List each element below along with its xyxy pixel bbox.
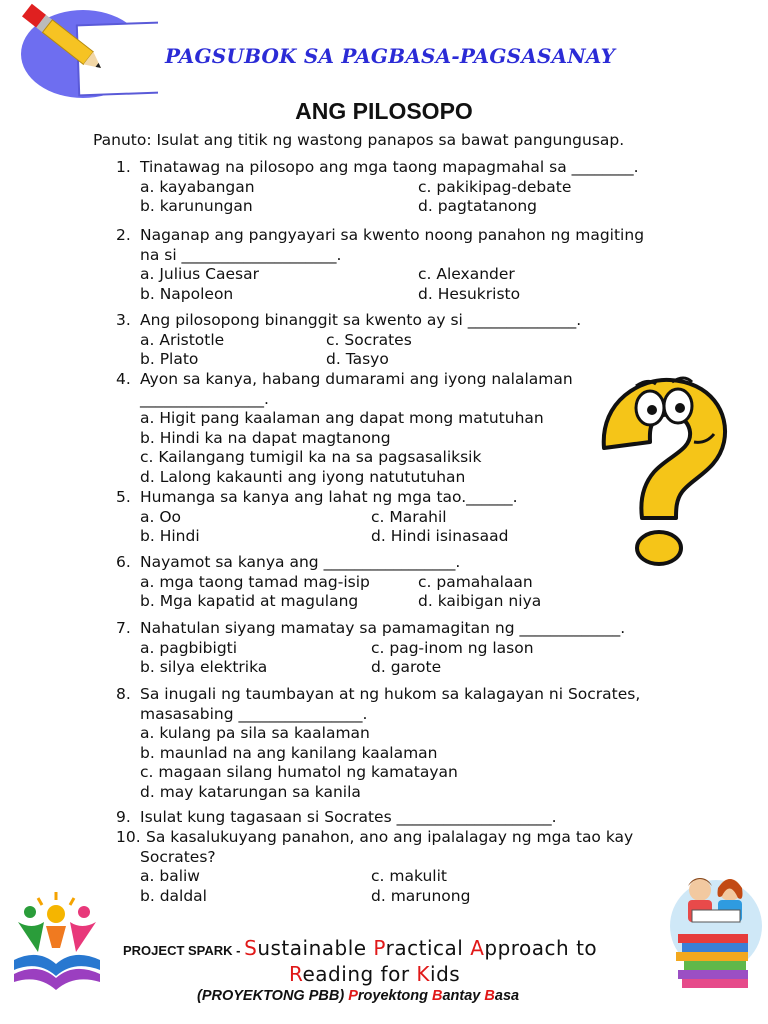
answer-option: d. may katarungan sa kanila xyxy=(140,782,361,801)
answer-option: a. kayabangan xyxy=(140,177,255,196)
answer-option: c. Marahil xyxy=(371,507,447,526)
header-title: PAGSUBOK SA PAGBASA-PAGSASANAY xyxy=(165,44,616,68)
question-text: na si ____________________. xyxy=(140,245,342,264)
answer-option: d. marunong xyxy=(371,886,471,905)
instructions: Panuto: Isulat ang titik ng wastong panapos sa bawat pangungusap. xyxy=(93,131,625,149)
question-number: 7. xyxy=(116,619,131,637)
answer-option: d. kaibigan niya xyxy=(418,592,542,610)
question-text: Tinatawag na pilosopo ang mga taong mapagmahal sa ________. xyxy=(140,158,639,176)
answer-option: d. Tasyo xyxy=(326,350,389,368)
answer-option: b. Hindi ka na dapat magtanong xyxy=(140,428,391,447)
question-text: Isulat kung tagasaan si Socrates ____________________. xyxy=(140,808,557,826)
answer-option: c. pamahalaan xyxy=(418,572,533,591)
answer-option: c. Kailangang tumigil ka na sa pagsasaliksik xyxy=(140,448,482,466)
answer-option: c. Alexander xyxy=(418,265,515,283)
answer-option: b. Napoleon xyxy=(140,284,234,303)
question-number: 6. xyxy=(116,553,131,571)
answer-option: c. makulit xyxy=(371,867,447,885)
footer-word-rest: royektong xyxy=(357,988,432,1004)
question-text: Nahatulan siyang mamatay sa pamamagitan ng _____________. xyxy=(140,619,626,637)
footer-pbb-line xyxy=(197,988,519,1004)
answer-option: d. Hesukristo xyxy=(418,284,521,303)
footer-project-label: PROJECT SPARK - xyxy=(123,943,245,958)
answer-option: a. baliw xyxy=(140,867,200,885)
footer-capital-letter: K xyxy=(416,962,431,986)
footer-word-rest: asa xyxy=(494,988,520,1004)
footer-capital-letter: S xyxy=(244,936,258,960)
footer-pbb-words xyxy=(348,988,519,1004)
answer-option: d. Lalong kakaunti ang iyong natututuhan xyxy=(140,467,466,486)
footer-capital-letter: R xyxy=(289,962,303,986)
answer-option: c. magaan silang humatol ng kamatayan xyxy=(140,763,458,781)
question-number: 4. xyxy=(116,370,131,388)
question-text: Sa inugali ng taumbayan at ng hukom sa kalagayan ni Socrates, xyxy=(140,685,641,703)
answer-option: c. Socrates xyxy=(326,330,412,349)
answer-option: a. Higit pang kaalaman ang dapat mong matutuhan xyxy=(140,409,544,427)
footer-word-rest: ids xyxy=(430,962,461,986)
footer-capital-letter: B xyxy=(484,988,495,1004)
footer-word-rest: ustainable xyxy=(257,936,374,960)
answer-option: a. kulang pa sila sa kaalaman xyxy=(140,724,370,742)
question-number: 1. xyxy=(116,158,131,176)
answer-option: b. maunlad na ang kanilang kaalaman xyxy=(140,743,438,762)
footer-capital-letter: B xyxy=(432,988,443,1004)
question-text: Nayamot sa kanya ang _________________. xyxy=(140,553,461,571)
question-text: Humanga sa kanya ang lahat ng mga tao.______. xyxy=(140,488,518,506)
footer-acronym-line2 xyxy=(289,962,460,986)
question-text: Sa kasalukuyang panahon, ano ang ipalalagay ng mga tao kay xyxy=(146,828,634,846)
answer-option: b. Hindi xyxy=(140,527,200,545)
answer-option: b. Plato xyxy=(140,350,199,368)
question-number: 9. xyxy=(116,808,131,826)
answer-option: d. Hindi isinasaad xyxy=(371,527,509,545)
footer-capital-letter: A xyxy=(470,936,485,960)
reading-logo-icon xyxy=(8,890,108,1000)
answer-option: c. pag-inom ng lason xyxy=(371,638,534,657)
page-title: ANG PILOSOPO xyxy=(295,98,473,124)
answer-option: b. karunungan xyxy=(140,197,253,215)
question-number: 8. xyxy=(116,685,131,703)
answer-option: a. mga taong tamad mag-isip xyxy=(140,572,370,591)
answer-option: a. Julius Caesar xyxy=(140,265,259,283)
footer-capital-letter: P xyxy=(373,936,386,960)
answer-option: d. pagtatanong xyxy=(418,197,537,215)
question-text: masasabing ________________. xyxy=(140,704,368,723)
question-number: 3. xyxy=(116,311,131,329)
kids-reading-books-icon xyxy=(668,868,764,996)
question-text: Ang pilosopong binanggit sa kwento ay si ______________. xyxy=(140,311,582,329)
answer-option: a. Oo xyxy=(140,507,182,526)
answer-option: d. garote xyxy=(371,658,442,676)
answer-option: b. daldal xyxy=(140,886,207,905)
question-number: 10. xyxy=(116,828,141,846)
question-text: Socrates? xyxy=(140,847,216,866)
answer-option: a. pagbibigti xyxy=(140,638,238,657)
footer-project-line xyxy=(123,936,597,960)
answer-option: b. Mga kapatid at magulang xyxy=(140,592,359,610)
footer-word-rest: ractical xyxy=(385,936,471,960)
footer-word-rest: pproach to xyxy=(484,936,598,960)
question-text: Naganap ang pangyayari sa kwento noong panahon ng magiting xyxy=(140,226,645,244)
question-number: 5. xyxy=(116,488,131,506)
question-mark-mascot-icon xyxy=(592,370,732,570)
answer-option: c. pakikipag-debate xyxy=(418,177,572,196)
answer-option: b. silya elektrika xyxy=(140,658,268,676)
footer-capital-letter: P xyxy=(348,988,358,1004)
answer-option: a. Aristotle xyxy=(140,330,225,349)
question-text: Ayon sa kanya, habang dumarami ang iyong nalalaman xyxy=(140,370,573,388)
footer-acronym-line1 xyxy=(244,936,597,960)
question-number: 2. xyxy=(116,226,131,244)
footer-pbb-prefix: (PROYEKTONG PBB) xyxy=(197,988,349,1004)
footer-word-rest: antay xyxy=(442,988,485,1004)
pencil-paper-icon xyxy=(8,2,158,102)
question-text: ________________. xyxy=(140,389,269,408)
footer-word-rest: eading for xyxy=(302,962,417,986)
